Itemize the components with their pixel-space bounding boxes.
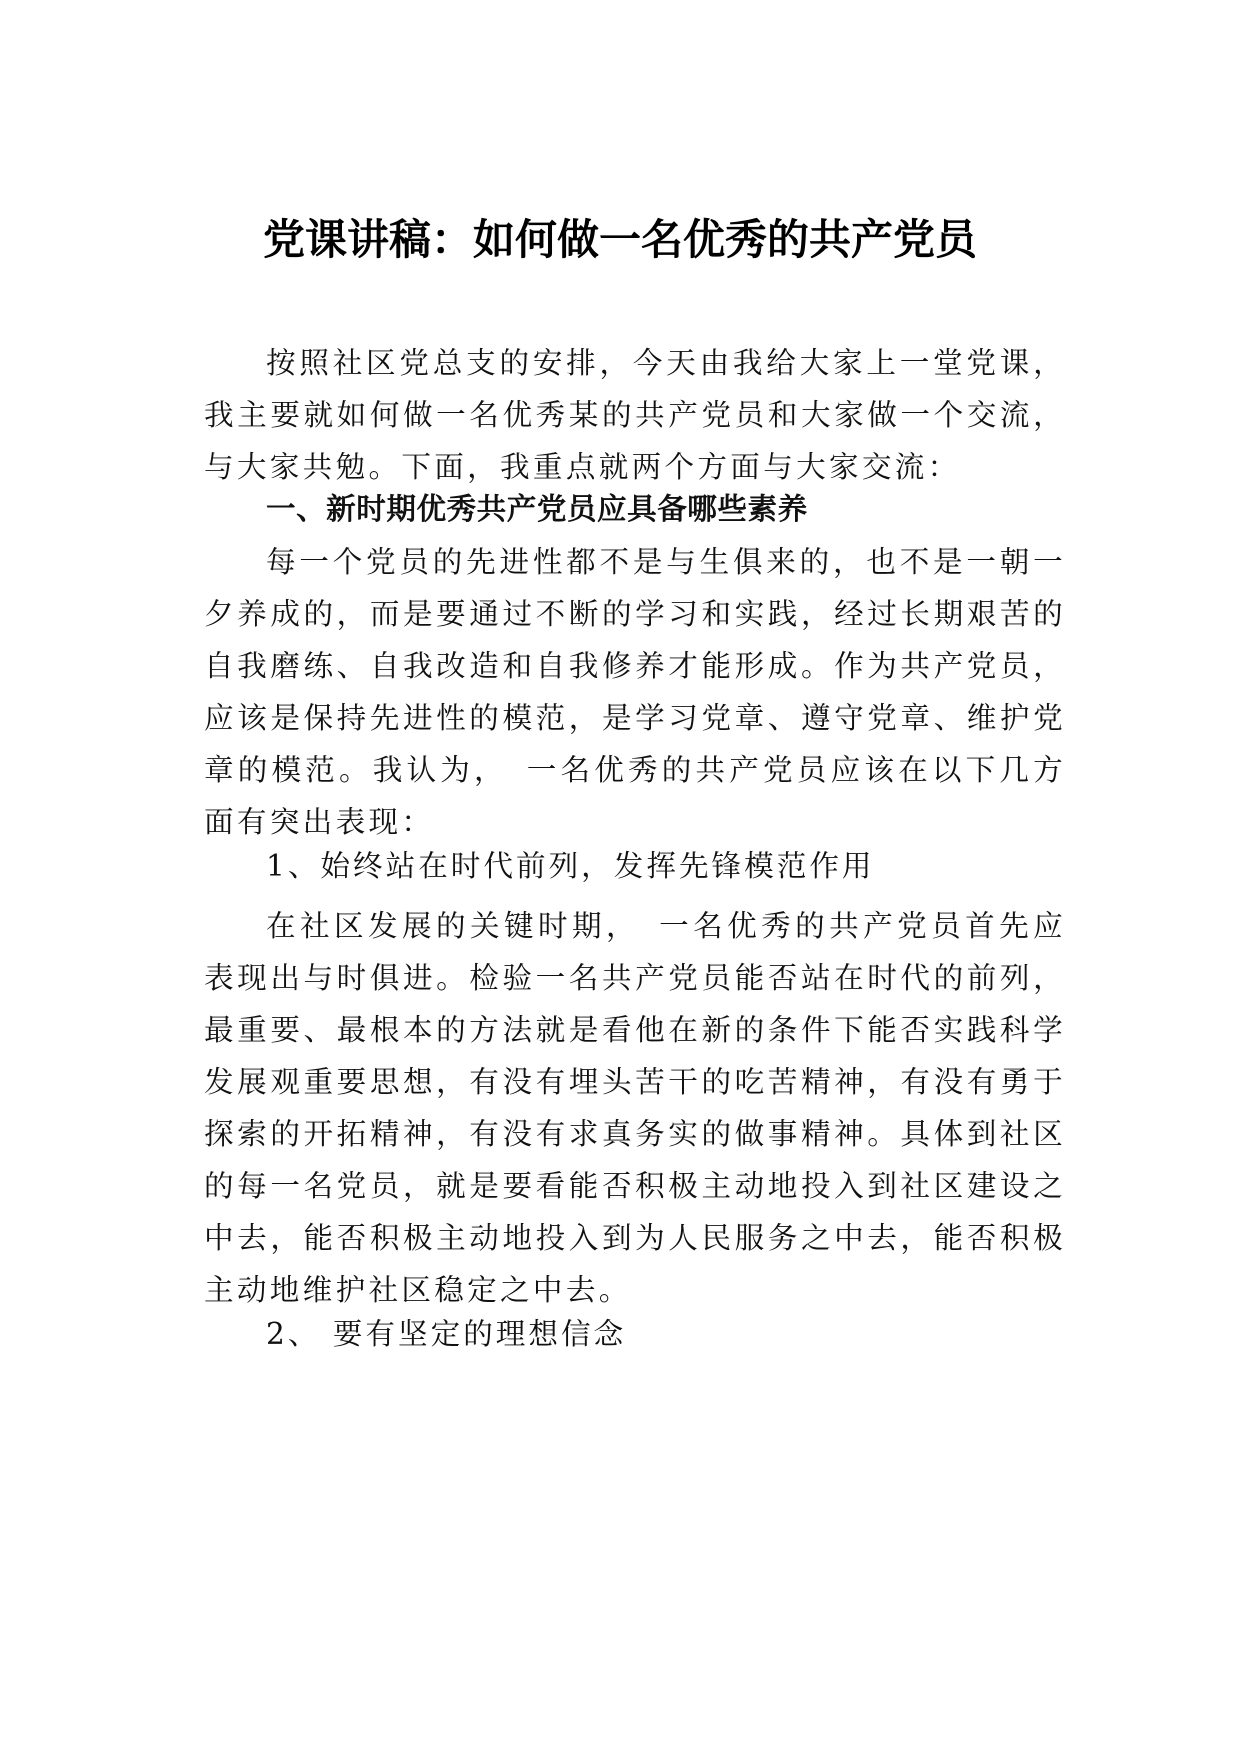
section-heading: 一、新时期优秀共产党员应具备哪些素养 xyxy=(266,492,808,526)
list-item-1: 1、始终站在时代前列，发挥先锋模范作用 xyxy=(266,849,875,883)
list-item-2: 2、 要有坚定的理想信念 xyxy=(266,1317,627,1351)
document-title: 党课讲稿：如何做一名优秀的共产党员 xyxy=(262,215,977,264)
item1-paragraph: 在社区发展的关键时期， 一名优秀的共产党员首先应表现出与时俱进。检验一名共产党员能否站在时代的前列，最重要、最根本的方法就是看他在新的条件下能否实践科学发展观重要思想，有没有埋头苦干的吃苦精神，有没有勇于探索的开拓精神，有没有求真务实的做事精神。具体到社区的每一名党员，就是要看能否积极主动地投入到社区建设之中去，能否积极主动地投入到为人民服务之中去，能否积极主动地维护社区稳定之中去。 xyxy=(204,909,1066,1307)
section-paragraph: 每一个党员的先进性都不是与生俱来的，也不是一朝一夕养成的，而是要通过不断的学习和实践，经过长期艰苦的自我磨练、自我改造和自我修养才能形成。作为共产党员，应该是保持先进性的模范，是学习党章、遵守党章、维护党章的模范。我认为， 一名优秀的共产党员应该在以下几方面有突出表现： xyxy=(204,545,1066,839)
intro-paragraph: 按照社区党总支的安排，今天由我给大家上一堂党课，我主要就如何做一名优秀某的共产党员和大家做一个交流，与大家共勉。下面，我重点就两个方面与大家交流： xyxy=(204,346,1066,484)
